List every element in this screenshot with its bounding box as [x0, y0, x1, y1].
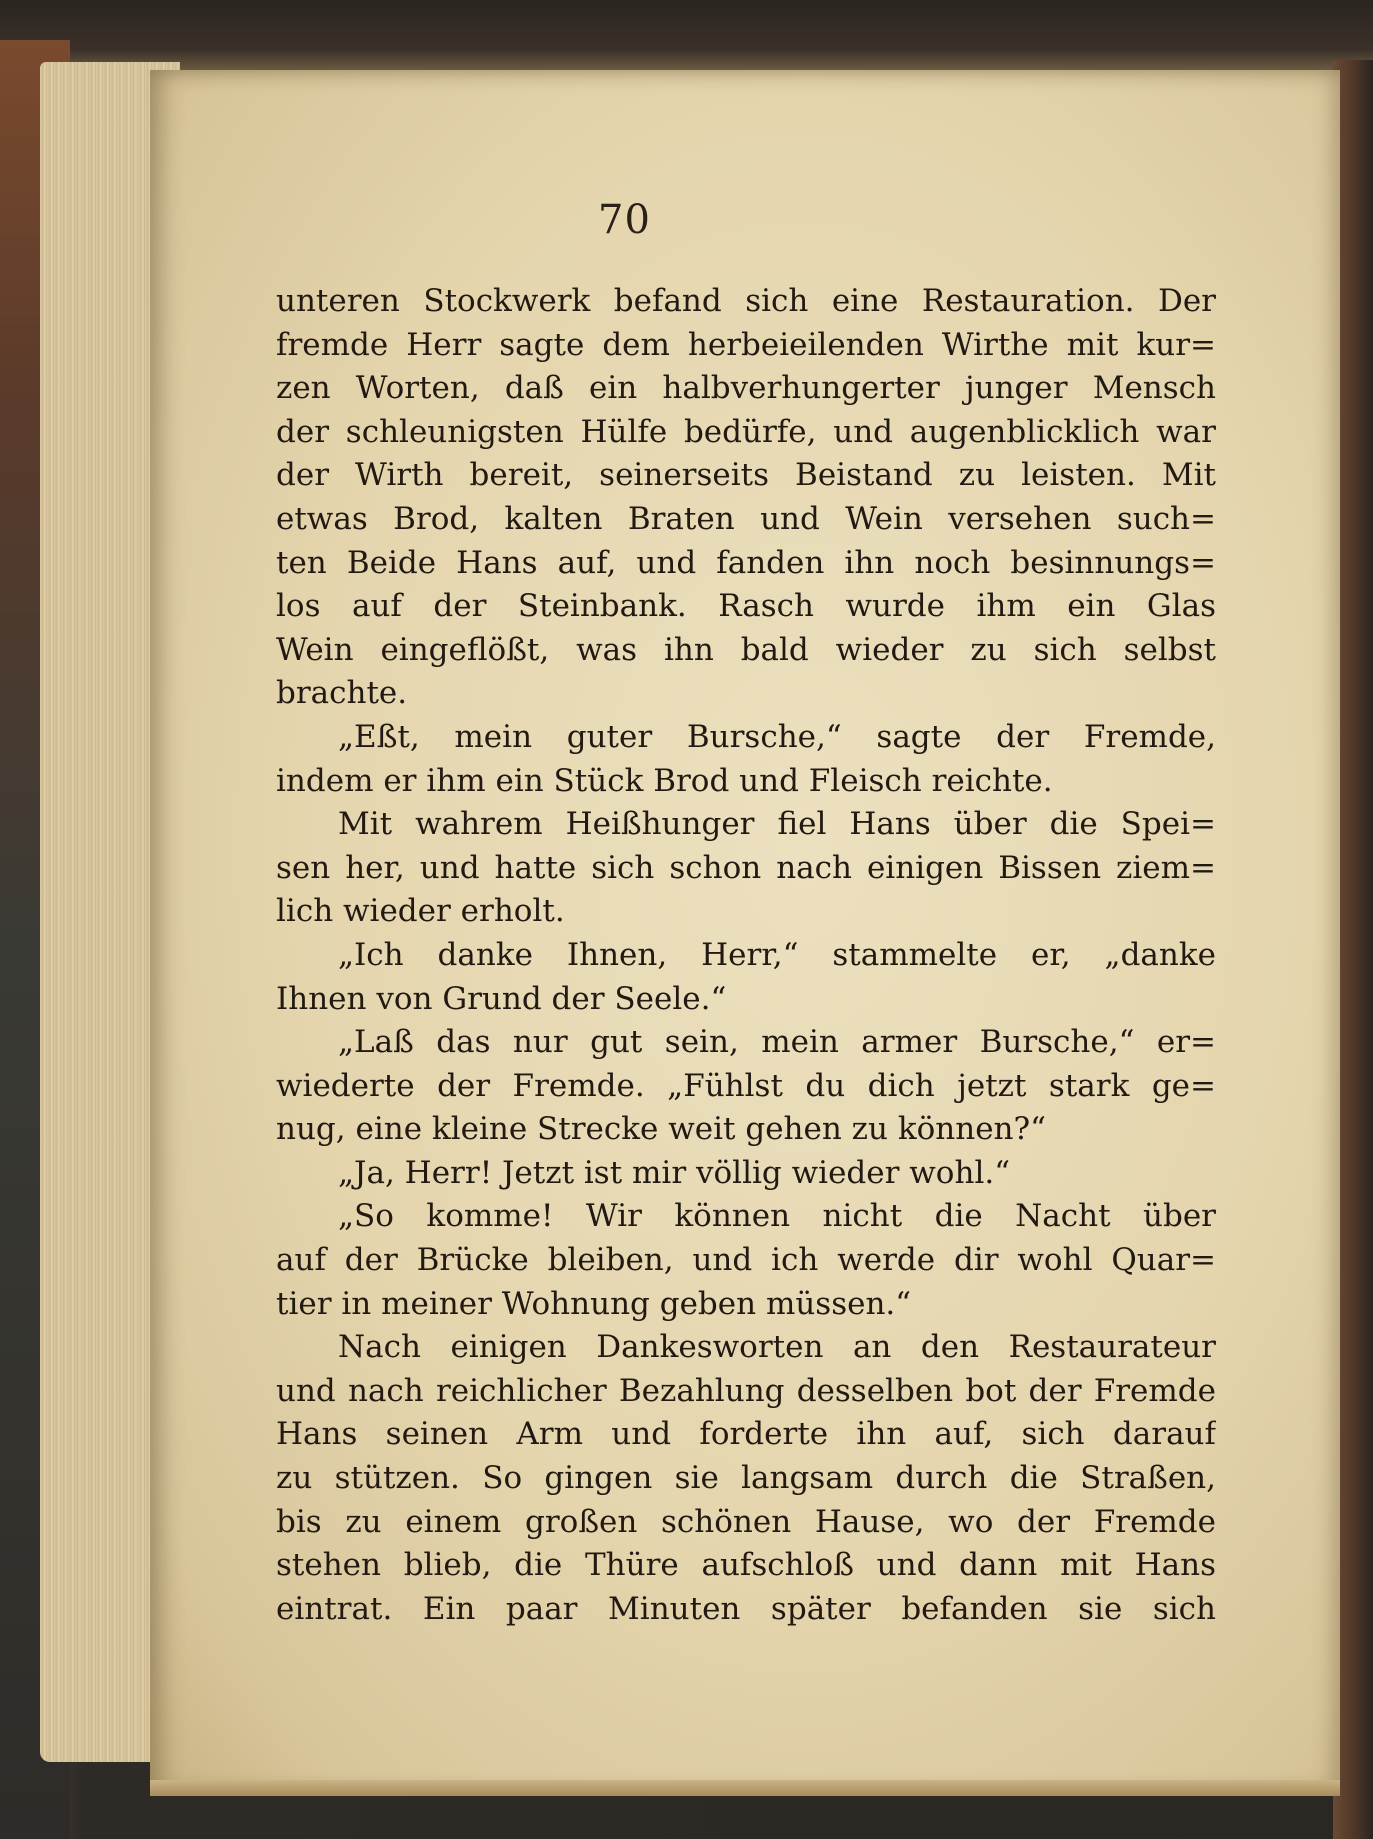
text-line: los auf der Steinbank. Rasch wurde ihm ein Glas — [276, 588, 1216, 625]
text-line: ten Beide Hans auf, und fanden ihn noch besinnungs= — [276, 544, 1216, 581]
page-body-text — [276, 280, 1216, 1631]
text-line: eintrat. Ein paar Minuten später befanden sie sich — [276, 1590, 1216, 1627]
text-line: und nach reichlicher Bezahlung desselben bot der Fremde — [276, 1372, 1216, 1409]
text-line: sen her, und hatte sich schon nach einigen Bissen ziem= — [276, 849, 1216, 886]
text-line: „Ich danke Ihnen, Herr,“ stammelte er, „danke — [338, 936, 1216, 973]
text-line: zu stützen. So gingen sie langsam durch die Straßen, — [276, 1460, 1216, 1497]
text-line: bis zu einem großen schönen Hause, wo der Fremde — [276, 1503, 1216, 1540]
text-line: stehen blieb, die Thüre aufschloß und dann mit Hans — [276, 1547, 1216, 1584]
text-line: Hans seinen Arm und forderte ihn auf, sich darauf — [276, 1416, 1216, 1453]
text-line: fremde Herr sagte dem herbeieilenden Wirthe mit kur= — [276, 326, 1216, 363]
text-line: „Ja, Herr! Jetzt ist mir völlig wieder wohl.“ — [338, 1154, 1011, 1191]
text-line: der schleunigsten Hülfe bedürfe, und augenblicklich war — [276, 413, 1216, 450]
text-line: auf der Brücke bleiben, und ich werde dir wohl Quar= — [276, 1242, 1216, 1279]
text-line: der Wirth bereit, seinerseits Beistand zu leisten. Mit — [276, 457, 1216, 494]
text-line: Wein eingeflößt, was ihn bald wieder zu sich selbst — [276, 631, 1216, 668]
text-line: „Laß das nur gut sein, mein armer Bursche,“ er= — [338, 1024, 1216, 1061]
book-cover-top — [0, 0, 1373, 70]
text-line: etwas Brod, kalten Braten und Wein versehen such= — [276, 500, 1216, 537]
page-number: 70 — [598, 197, 651, 243]
text-line: Ihnen von Grund der Seele.“ — [276, 980, 727, 1017]
text-line: Mit wahrem Heißhunger fiel Hans über die Spei= — [338, 806, 1216, 843]
page-bottom-edge — [150, 1780, 1340, 1796]
text-line: unteren Stockwerk befand sich eine Restauration. Der — [276, 283, 1216, 319]
text-line: „Eßt, mein guter Bursche,“ sagte der Fremde, — [338, 718, 1216, 755]
text-line: brachte. — [276, 675, 408, 712]
text-line: tier in meiner Wohnung geben müssen.“ — [276, 1285, 912, 1322]
text-line: zen Worten, daß ein halbverhungerter junger Mensch — [276, 370, 1216, 407]
text-line: „So komme! Wir können nicht die Nacht über — [338, 1198, 1216, 1235]
text-line: lich wieder erholt. — [276, 893, 565, 930]
text-line: wiederte der Fremde. „Fühlst du dich jetzt stark ge= — [276, 1067, 1216, 1104]
text-line: indem er ihm ein Stück Brod und Fleisch reichte. — [276, 762, 1053, 799]
text-line: nug, eine kleine Strecke weit gehen zu können?“ — [276, 1111, 1046, 1148]
text-line: Nach einigen Dankesworten an den Restaurateur — [338, 1329, 1216, 1366]
